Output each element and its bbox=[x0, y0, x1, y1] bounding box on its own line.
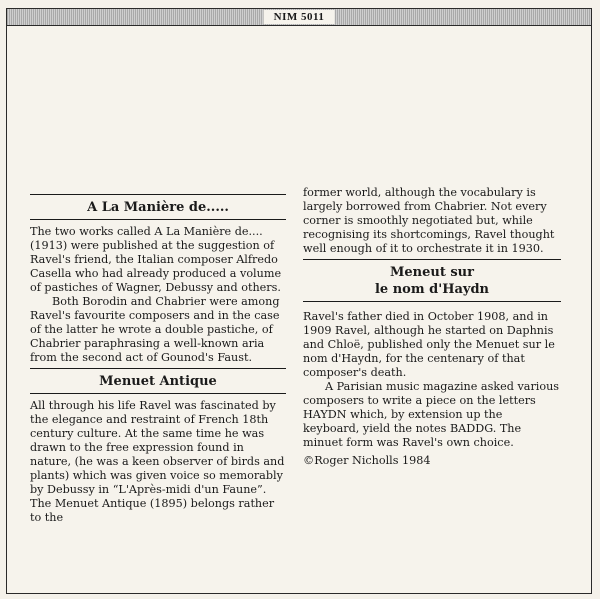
section-heading-meneut-line1: Meneut sur bbox=[390, 265, 474, 280]
section-heading-a-la-maniere: A La Manière de..... bbox=[87, 200, 229, 215]
paragraph-continuation: former world, although the vocabulary is largely borrowed from Chabrier. Not every corner is smoothly negotiated but, while recognising its shortcomings, Ravel thought well enough of it to orchestrate it in 1930. bbox=[303, 186, 555, 255]
credit-line: ©Roger Nicholls 1984 bbox=[303, 454, 431, 467]
paragraph-haydn-1: Ravel's father died in October 1908, and in 1909 Ravel, although he started on Daphnis and Chloë, published only the Menuet sur le nom d'Haydn, for the centenary of that composer's death. bbox=[303, 310, 555, 379]
heading-rule-top bbox=[30, 194, 286, 195]
heading-rule-top bbox=[303, 259, 561, 260]
heading-rule-top bbox=[30, 368, 286, 369]
section-heading-meneut-line2: le nom d'Haydn bbox=[374, 282, 489, 297]
left-column bbox=[30, 194, 286, 525]
section-heading-menuet-antique: Menuet Antique bbox=[99, 374, 217, 389]
paragraph-a-la-maniere-2: Both Borodin and Chabrier were among Ravel's favourite composers and in the case of the latter he wrote a double pastiche, of Chabrier paraphrasing a well-known aria from the second act of Gounod's Faust. bbox=[30, 295, 280, 364]
header-band bbox=[7, 9, 591, 26]
paragraph-a-la-maniere-1: The two works called A La Manière de....(1913) were published at the suggestion of Ravel's friend, the Italian composer Alfredo Casella who had already produced a volume of pastiches of Wagner, Debussy and others. bbox=[30, 225, 282, 294]
catalog-number: NIM 5011 bbox=[264, 10, 335, 24]
paragraph-haydn-2: A Parisian music magazine asked various composers to write a piece on the letters HAYDN which, by extension up the keyboard, yield the notes BADDG. The minuet form was Ravel's own choice. bbox=[303, 380, 560, 449]
right-column bbox=[303, 186, 561, 468]
paragraph-menuet-antique-1: All through his life Ravel was fascinated by the elegance and restraint of French 18th century culture. At the same time he was drawn to the free expression found in nature, (he was a keen observer of birds and plants) which was given voice so memorably by Debussy in “L'Après-midi d'un Faune”. The Menuet Antique (1895) belongs rather to the bbox=[30, 399, 285, 524]
